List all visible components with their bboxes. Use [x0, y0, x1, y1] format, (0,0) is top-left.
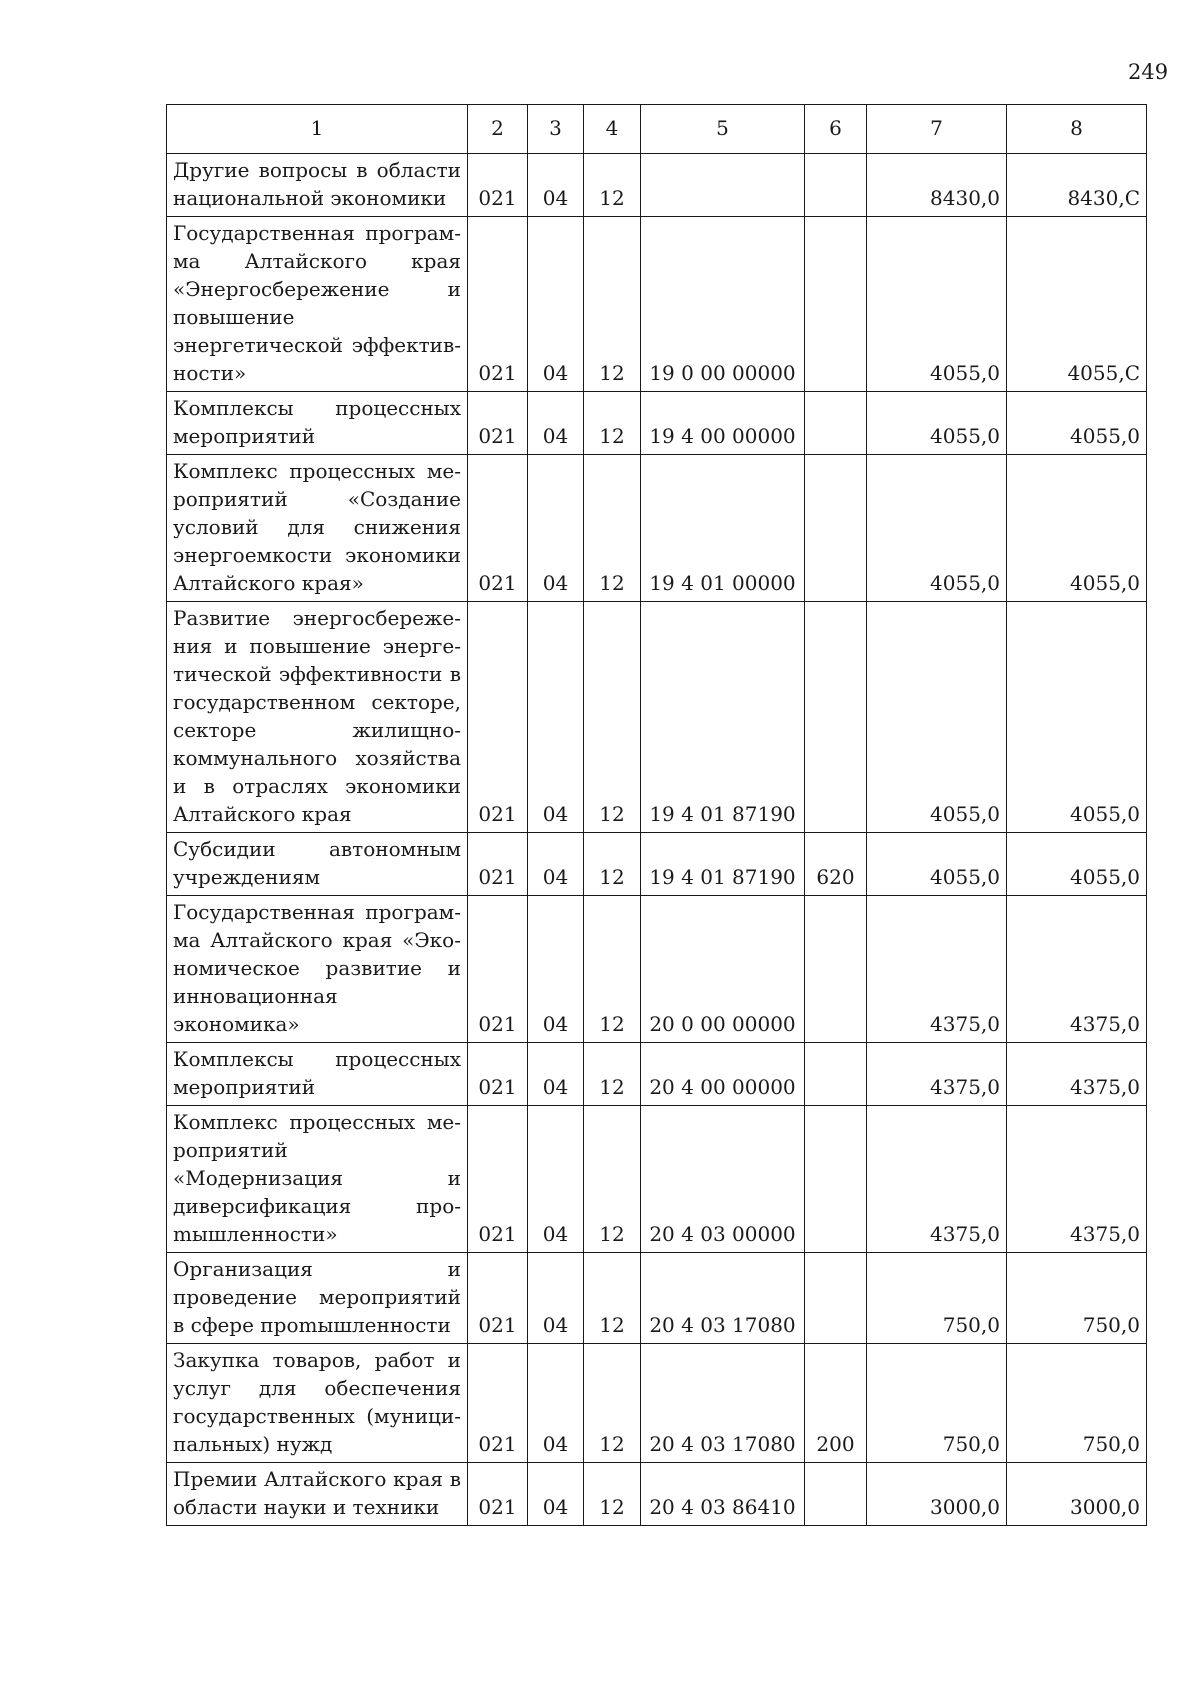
header-cell: 8: [1007, 105, 1147, 154]
subsection-code-cell: 12: [584, 602, 641, 833]
table-row: [167, 455, 1147, 602]
amount-cell: 8430,С: [1007, 154, 1147, 217]
subsection-code-cell: 12: [584, 896, 641, 1043]
table-row: [167, 1106, 1147, 1253]
header-row: [167, 105, 1147, 154]
row-name-cell: Организация и проведение мероприятий в сфере проmышленности: [167, 1253, 468, 1344]
ministry-code-cell: 021: [468, 1463, 528, 1526]
target-item-cell: 19 4 01 87190: [641, 602, 805, 833]
amount-cell: 4375,0: [1007, 1106, 1147, 1253]
expense-type-cell: [805, 896, 867, 1043]
section-code-cell: 04: [528, 1344, 584, 1463]
ministry-code-cell: 021: [468, 1106, 528, 1253]
amount-cell: 4055,0: [867, 217, 1007, 392]
subsection-code-cell: 12: [584, 217, 641, 392]
table-row: [167, 602, 1147, 833]
expense-type-cell: [805, 455, 867, 602]
amount-cell: 4375,0: [867, 1043, 1007, 1106]
section-code-cell: 04: [528, 217, 584, 392]
row-name-cell: Комплексы процессных мероприятий: [167, 392, 468, 455]
subsection-code-cell: 12: [584, 1043, 641, 1106]
expense-type-cell: [805, 1043, 867, 1106]
row-name-cell: Комплекс процессных мероприятий «Создание условий для снижения энергоемкости экономики Алтайского края»: [167, 455, 468, 602]
row-name-cell: Премии Алтайского края в области науки и техники: [167, 1463, 468, 1526]
subsection-code-cell: 12: [584, 392, 641, 455]
header-cell: 7: [867, 105, 1007, 154]
target-item-cell: [641, 154, 805, 217]
amount-cell: 4055,0: [867, 455, 1007, 602]
amount-cell: 3000,0: [1007, 1463, 1147, 1526]
target-item-cell: 20 4 03 17080: [641, 1344, 805, 1463]
header-cell: 6: [805, 105, 867, 154]
table-row: [167, 896, 1147, 1043]
ministry-code-cell: 021: [468, 455, 528, 602]
target-item-cell: 20 4 03 00000: [641, 1106, 805, 1253]
row-name-cell: Государственная программа Алтайского края «Энергосбережение и повышение энергетической эффективности»: [167, 217, 468, 392]
amount-cell: 750,0: [1007, 1253, 1147, 1344]
table-row: [167, 154, 1147, 217]
expense-type-cell: [805, 1253, 867, 1344]
amount-cell: 4055,0: [867, 833, 1007, 896]
table-body: [167, 154, 1147, 1526]
ministry-code-cell: 021: [468, 1253, 528, 1344]
row-name-cell: Субсидии автономным учреждениям: [167, 833, 468, 896]
target-item-cell: 20 4 03 17080: [641, 1253, 805, 1344]
amount-cell: 4055,0: [1007, 833, 1147, 896]
amount-cell: 4055,0: [1007, 602, 1147, 833]
section-code-cell: 04: [528, 896, 584, 1043]
amount-cell: 4375,0: [1007, 1043, 1147, 1106]
amount-cell: 750,0: [1007, 1344, 1147, 1463]
amount-cell: 4055,С: [1007, 217, 1147, 392]
amount-cell: 4375,0: [867, 1106, 1007, 1253]
section-code-cell: 04: [528, 833, 584, 896]
expense-type-cell: 200: [805, 1344, 867, 1463]
amount-cell: 4055,0: [1007, 392, 1147, 455]
ministry-code-cell: 021: [468, 1344, 528, 1463]
header-cell: 1: [167, 105, 468, 154]
subsection-code-cell: 12: [584, 455, 641, 602]
budget-table: [166, 104, 1147, 1526]
amount-cell: 3000,0: [867, 1463, 1007, 1526]
header-cell: 3: [528, 105, 584, 154]
target-item-cell: 19 0 00 00000: [641, 217, 805, 392]
row-name-cell: Развитие энергосбережения и повышение энергетической эффективности в государственном секторе, секторе жилищно-коммунального хозяйства и в отраслях экономики Алтайского края: [167, 602, 468, 833]
section-code-cell: 04: [528, 602, 584, 833]
ministry-code-cell: 021: [468, 896, 528, 1043]
expense-type-cell: [805, 1463, 867, 1526]
section-code-cell: 04: [528, 1106, 584, 1253]
expense-type-cell: [805, 392, 867, 455]
expense-type-cell: [805, 1106, 867, 1253]
amount-cell: 750,0: [867, 1253, 1007, 1344]
header-cell: 2: [468, 105, 528, 154]
table-row: [167, 1043, 1147, 1106]
subsection-code-cell: 12: [584, 1253, 641, 1344]
table-row: [167, 833, 1147, 896]
amount-cell: 4375,0: [1007, 896, 1147, 1043]
ministry-code-cell: 021: [468, 833, 528, 896]
amount-cell: 750,0: [867, 1344, 1007, 1463]
ministry-code-cell: 021: [468, 154, 528, 217]
ministry-code-cell: 021: [468, 602, 528, 833]
amount-cell: 4375,0: [867, 896, 1007, 1043]
row-name-cell: Государственная программа Алтайского края «Экономическое развитие и инновационная экономика»: [167, 896, 468, 1043]
section-code-cell: 04: [528, 1463, 584, 1526]
subsection-code-cell: 12: [584, 1463, 641, 1526]
expense-type-cell: 620: [805, 833, 867, 896]
row-name-cell: Другие вопросы в области национальной экономики: [167, 154, 468, 217]
amount-cell: 4055,0: [867, 602, 1007, 833]
subsection-code-cell: 12: [584, 1106, 641, 1253]
target-item-cell: 19 4 01 00000: [641, 455, 805, 602]
table-row: [167, 392, 1147, 455]
page-number: 249: [1128, 60, 1169, 84]
target-item-cell: 20 4 00 00000: [641, 1043, 805, 1106]
section-code-cell: 04: [528, 455, 584, 602]
table-row: [167, 217, 1147, 392]
ministry-code-cell: 021: [468, 217, 528, 392]
subsection-code-cell: 12: [584, 1344, 641, 1463]
row-name-cell: Комплексы процессных мероприятий: [167, 1043, 468, 1106]
target-item-cell: 19 4 01 87190: [641, 833, 805, 896]
target-item-cell: 20 4 03 86410: [641, 1463, 805, 1526]
header-cell: 5: [641, 105, 805, 154]
amount-cell: 4055,0: [1007, 455, 1147, 602]
expense-type-cell: [805, 602, 867, 833]
ministry-code-cell: 021: [468, 392, 528, 455]
subsection-code-cell: 12: [584, 833, 641, 896]
section-code-cell: 04: [528, 154, 584, 217]
ministry-code-cell: 021: [468, 1043, 528, 1106]
amount-cell: 8430,0: [867, 154, 1007, 217]
expense-type-cell: [805, 154, 867, 217]
target-item-cell: 19 4 00 00000: [641, 392, 805, 455]
table-row: [167, 1344, 1147, 1463]
section-code-cell: 04: [528, 392, 584, 455]
row-name-cell: Комплекс процессных мероприятий «Модернизация и диверсификация проmышленности»: [167, 1106, 468, 1253]
section-code-cell: 04: [528, 1043, 584, 1106]
table-row: [167, 1253, 1147, 1344]
table-row: [167, 1463, 1147, 1526]
expense-type-cell: [805, 217, 867, 392]
target-item-cell: 20 0 00 00000: [641, 896, 805, 1043]
amount-cell: 4055,0: [867, 392, 1007, 455]
row-name-cell: Закупка товаров, работ и услуг для обеспечения государственных (муниципальных) нужд: [167, 1344, 468, 1463]
section-code-cell: 04: [528, 1253, 584, 1344]
subsection-code-cell: 12: [584, 154, 641, 217]
header-cell: 4: [584, 105, 641, 154]
